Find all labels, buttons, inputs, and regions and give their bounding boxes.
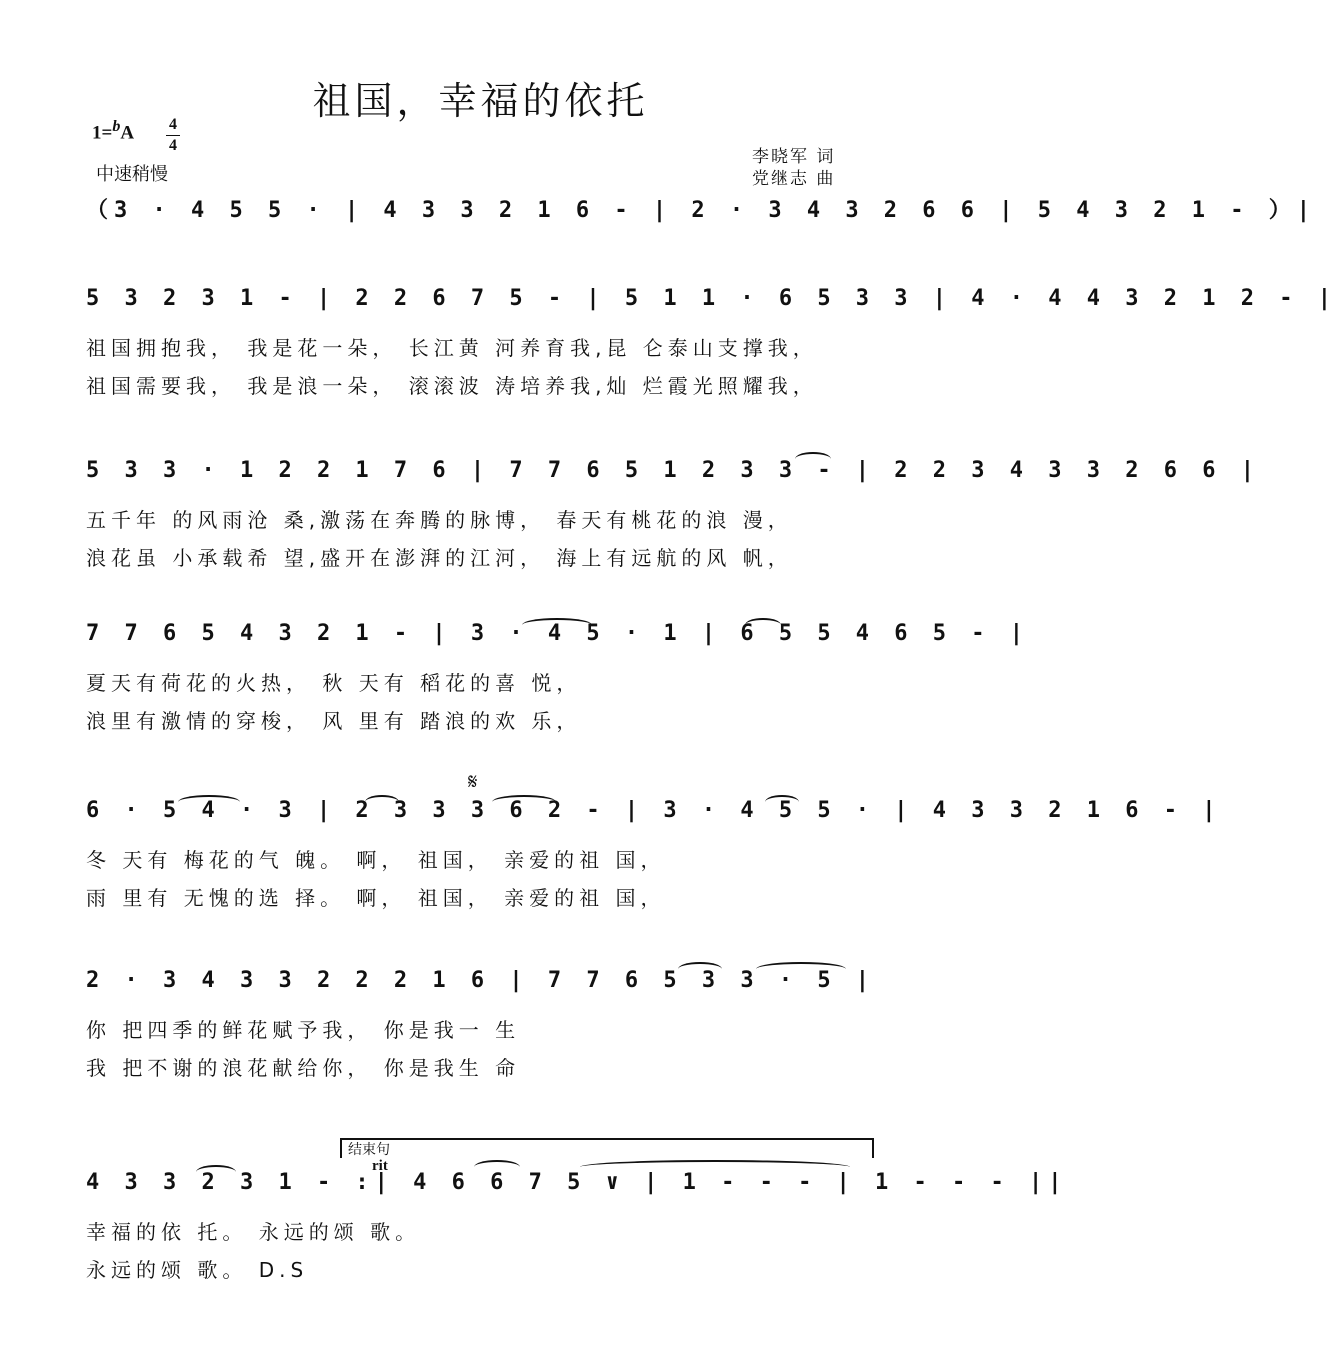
- key-note: A: [120, 122, 135, 144]
- slur: [580, 1160, 850, 1174]
- lyric-verse-2: 我 把不谢的浪花献给你， 你是我生 命: [86, 1056, 521, 1080]
- lyricist-credit: 李晓军 词: [752, 147, 836, 167]
- tempo-marking: 中速稍慢: [96, 164, 168, 185]
- slur: [756, 962, 846, 976]
- notation-line: 4 3 3 2 3 1 - :| 4 6 6 7 5 ∨ | 1 - - - | 1 - - - ||: [86, 1169, 1068, 1195]
- notation-line: 6 · 5 4 · 3 | 2 3 3 3 6 2 - | 3 · 4 5 5 · | 4 3 3 2 1 6 - |: [86, 797, 1222, 823]
- slur: [196, 1165, 236, 1179]
- slur: [492, 795, 556, 809]
- slur: [365, 795, 399, 809]
- slur: [745, 618, 781, 632]
- flat-sign: b: [112, 118, 121, 135]
- time-divider: [166, 135, 180, 136]
- ending-bracket: [340, 1138, 874, 1158]
- notation-line: 7 7 6 5 4 3 2 1 - | 3 · 4 5 · 1 | 6 5 5 4 6 5 - |: [86, 620, 1030, 646]
- time-signature: [166, 116, 180, 155]
- notation-line: 5 3 3 · 1 2 2 1 7 6 | 7 7 6 5 1 2 3 3 - | 2 2 3 4 3 3 2 6 6 |: [86, 457, 1260, 483]
- time-bottom: 4: [169, 137, 177, 154]
- lyric-verse-2: 雨 里有 无愧的选 择。 啊， 祖国， 亲爱的祖 国，: [86, 886, 666, 910]
- key-prefix: 1=: [92, 122, 113, 144]
- slur: [795, 452, 831, 466]
- lyric-verse-1: 夏天有荷花的火热， 秋 天有 稻花的喜 悦，: [86, 671, 582, 695]
- key-signature: [92, 118, 134, 144]
- slur: [522, 618, 592, 632]
- lyric-verse-1: 冬 天有 梅花的气 魄。 啊， 祖国， 亲爱的祖 国，: [86, 848, 666, 872]
- notation-line: （3 · 4 5 5 · | 4 3 3 2 1 6 - | 2 · 3 4 3 2 6 6 | 5 4 3 2 1 - ）|: [86, 197, 1316, 223]
- lyric-verse-1: 祖国拥抱我， 我是花一朵， 长江黄 河养育我,昆 仑泰山支撑我，: [86, 336, 818, 360]
- ending-label: 结束句: [348, 1142, 390, 1158]
- lyric-verse-1: 幸福的依 托。 永远的颂 歌。: [86, 1220, 421, 1244]
- lyric-verse-2: 永远的颂 歌。 D.S: [86, 1258, 309, 1282]
- lyric-verse-2: 浪里有激情的穿梭， 风 里有 踏浪的欢 乐，: [86, 709, 582, 733]
- lyric-verse-1: 你 把四季的鲜花赋予我， 你是我一 生: [86, 1018, 521, 1042]
- composer-credit: 党继志 曲: [752, 169, 836, 189]
- lyric-verse-2: 祖国需要我， 我是浪一朵， 滚滚波 涛培养我,灿 烂霞光照耀我，: [86, 374, 818, 398]
- notation-line: 5 3 2 3 1 - | 2 2 6 7 5 - | 5 1 1 · 6 5 3 3 | 4 · 4 4 3 2 1 2 - |: [86, 285, 1337, 311]
- slur: [178, 795, 240, 809]
- slur: [678, 962, 722, 976]
- time-top: 4: [169, 116, 177, 133]
- lyric-verse-2: 浪花虽 小承载希 望,盛开在澎湃的江河， 海上有远航的风 帆，: [86, 546, 793, 570]
- song-title: 祖国，幸福的依托: [312, 79, 649, 123]
- ritardando-marking: rit: [372, 1158, 388, 1174]
- slur: [765, 795, 799, 809]
- segno-sign: 𝄋: [468, 770, 478, 795]
- lyric-verse-1: 五千年 的风雨沧 桑,激荡在奔腾的脉博， 春天有桃花的浪 漫，: [86, 508, 793, 532]
- slur: [474, 1160, 520, 1174]
- notation-line: 2 · 3 4 3 3 2 2 2 1 6 | 7 7 6 5 3 3 · 5 |: [86, 967, 876, 993]
